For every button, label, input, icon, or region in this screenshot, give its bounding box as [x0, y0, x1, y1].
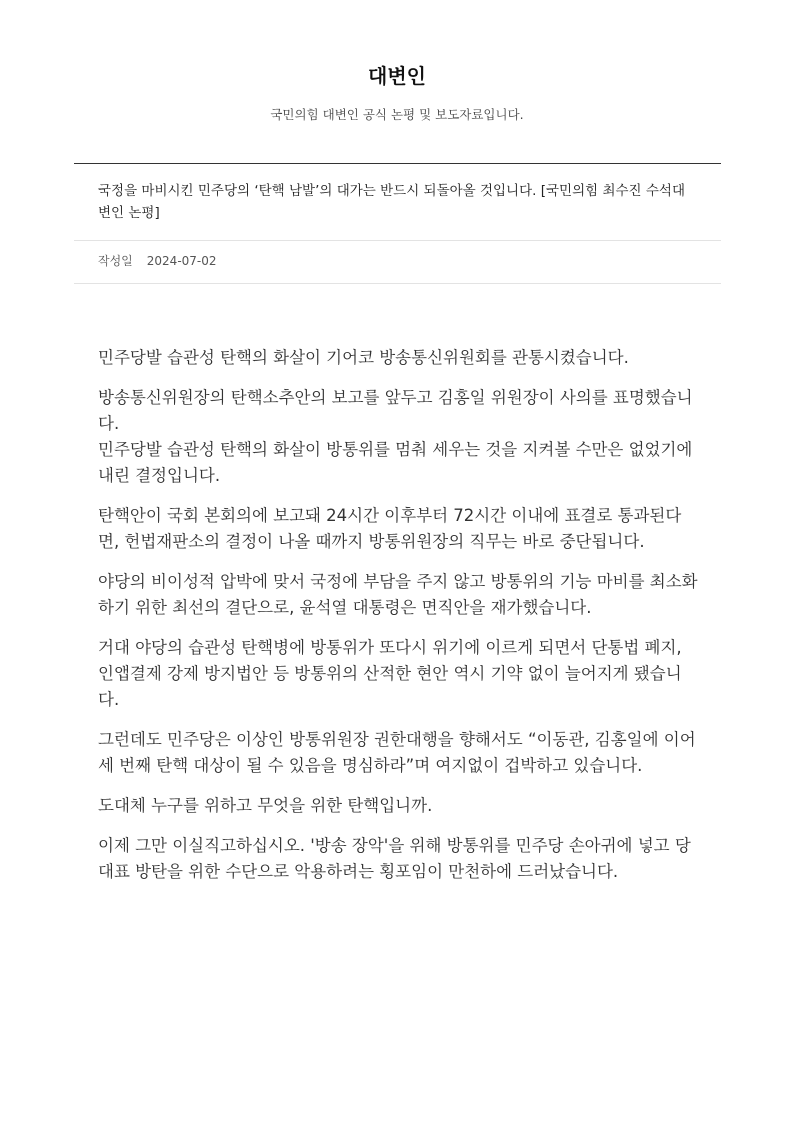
site-title: 대변인: [368, 64, 426, 88]
paragraph-line: 민주당발 습관성 탄핵의 화살이 방통위를 멈춰 세우는 것을 지켜볼 수만은 없었기에 내린 결정입니다.: [98, 440, 693, 485]
meta-label: 작성일: [98, 254, 133, 268]
post-date: 2024-07-02: [146, 254, 217, 268]
paragraph: 민주당발 습관성 탄핵의 화살이 기어코 방송통신위원회를 관통시켰습니다.: [98, 348, 629, 367]
header-divider: [74, 163, 721, 164]
paragraph: [98, 385, 698, 489]
title-divider: [74, 240, 721, 241]
post-body: [98, 345, 698, 899]
paragraph: 야당의 비이성적 압박에 맞서 국정에 부담을 주지 않고 방통위의 기능 마비를 최소화하기 위한 최선의 결단으로, 윤석열 대통령은 면직안을 재가했습니다.: [98, 572, 698, 617]
site-header: [0, 0, 794, 124]
paragraph: 이제 그만 이실직고하십시오. '방송 장악'을 위해 방통위를 민주당 손아귀에 넣고 당대표 방탄을 위한 수단으로 악용하려는 횡포임이 만천하에 드러났습니다.: [98, 836, 691, 881]
site-description: 국민의힘 대변인 공식 논평 및 보도자료입니다.: [270, 107, 524, 122]
post-meta: [98, 252, 217, 270]
meta-divider: [74, 283, 721, 284]
post-title-block: [98, 180, 698, 224]
paragraph: 거대 야당의 습관성 탄핵병에 방통위가 또다시 위기에 이르게 되면서 단통법 폐지, 인앱결제 강제 방지법안 등 방통위의 산적한 현안 역시 기약 없이 늘어지게 됐습니다.: [98, 638, 682, 709]
paragraph: 그런데도 민주당은 이상인 방통위원장 권한대행을 향해서도 “이동관, 김홍일에 이어 세 번째 탄핵 대상이 될 수 있음을 명심하라”며 여지없이 겁박하고 있습니다.: [98, 730, 696, 775]
paragraph: 도대체 누구를 위하고 무엇을 위한 탄핵입니까.: [98, 796, 433, 815]
paragraph-line: 방송통신위원장의 탄핵소추안의 보고를 앞두고 김홍일 위원장이 사의를 표명했습니다.: [98, 388, 693, 433]
post-title: 국정을 마비시킨 민주당의 ‘탄핵 남발’의 대가는 반드시 되돌아올 것입니다. [국민의힘 최수진 수석대변인 논평]: [98, 183, 685, 221]
paragraph: 탄핵안이 국회 본회의에 보고돼 24시간 이후부터 72시간 이내에 표결로 통과된다면, 헌법재판소의 결정이 나올 때까지 방통위원장의 직무는 바로 중단됩니다.: [98, 506, 682, 551]
